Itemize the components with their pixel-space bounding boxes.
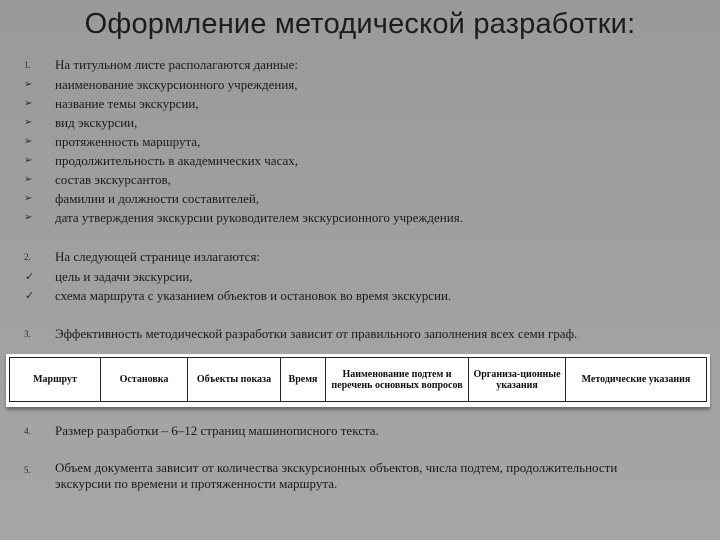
table-header-cell: Остановка <box>101 358 188 402</box>
section4-text: Размер разработки – 6–12 страниц машинописного текста. <box>55 423 379 438</box>
list-number: 1. <box>24 60 31 70</box>
arrow-bullet-icon: ➢ <box>24 136 33 147</box>
list-number: 5. <box>24 465 31 475</box>
check-bullet-icon: ✓ <box>25 290 35 302</box>
section2-lead: На следующей странице излагаются: <box>55 249 261 264</box>
section1-lead: На титульном листе располагаются данные: <box>55 57 298 72</box>
list-number: 4. <box>24 426 31 436</box>
arrow-bullet-icon: ➢ <box>24 98 33 109</box>
columns-table <box>6 354 710 407</box>
check-bullet-icon: ✓ <box>25 271 35 283</box>
table-row <box>10 358 707 402</box>
list-number: 3. <box>24 329 31 339</box>
arrow-bullet-icon: ➢ <box>24 155 33 166</box>
table-header-cell: Маршрут <box>10 358 101 402</box>
table-header-cell: Организа-ционные указания <box>469 358 566 402</box>
list-number: 2. <box>24 252 31 262</box>
table-header-cell: Методические указания <box>566 358 707 402</box>
arrow-bullet-icon: ➢ <box>24 193 33 204</box>
section3-text: Эффективность методической разработки зависит от правильного заполнения всех семи граф. <box>55 326 578 341</box>
table-header-cell: Наименование подтем и перечень основных вопросов <box>326 358 469 402</box>
slide-title: Оформление методической разработки: <box>84 8 636 40</box>
section5-text: Объем документа зависит от количества экскурсионных объектов, числа подтем, продолжительности экскурсии по времени и протяженности маршрута. <box>55 460 618 491</box>
arrow-bullet-icon: ➢ <box>24 79 33 90</box>
columns-table-grid <box>9 357 707 402</box>
table-header-cell: Время <box>281 358 326 402</box>
arrow-bullet-icon: ➢ <box>24 174 33 185</box>
arrow-bullet-icon: ➢ <box>24 212 33 223</box>
arrow-bullet-icon: ➢ <box>24 117 33 128</box>
table-header-cell: Объекты показа <box>188 358 281 402</box>
